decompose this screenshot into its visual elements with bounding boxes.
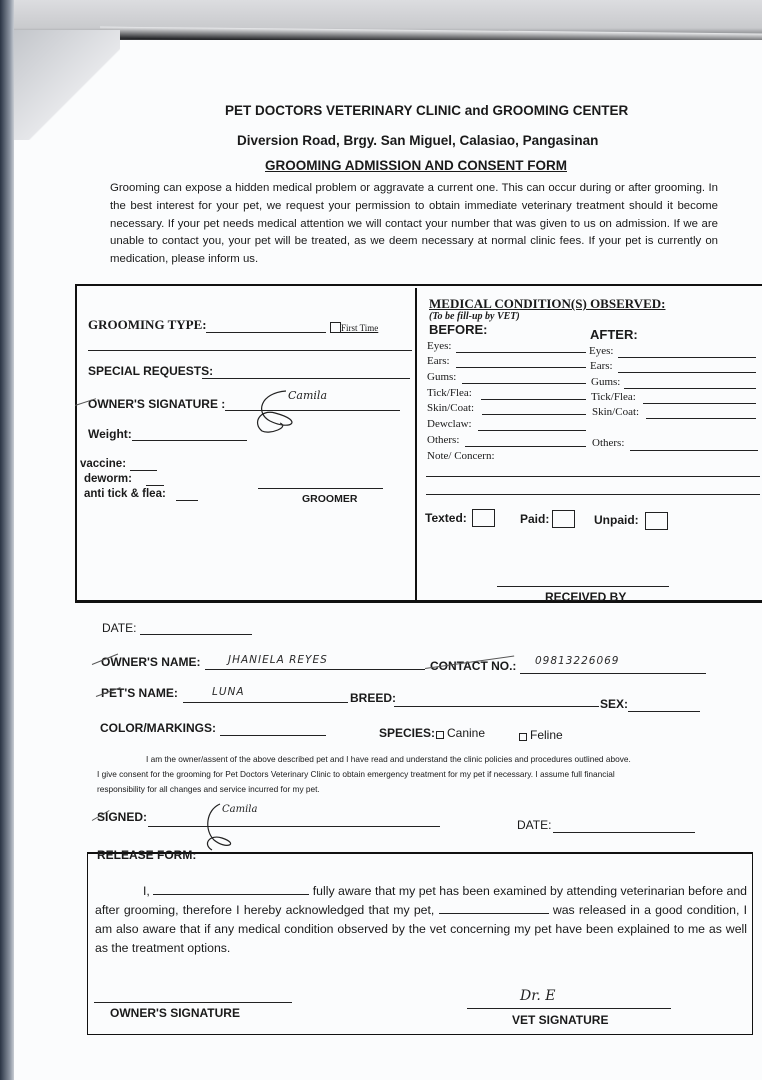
weight-field[interactable] xyxy=(132,440,247,441)
intro-paragraph: Grooming can expose a hidden medical problem or aggravate a current one. This can occur during or after grooming. In the best interest for your pet, we request your permission to obtain immediate veterinary treatment should it become necessary. If your pet needs medical attention we will contact your number that was given to us on admission. If we are unable to contact you, your pet will be treated, as we deem necessary at normal clinic fees. If your pet is currently on medication, please inform us. xyxy=(110,182,718,266)
pet-name-field[interactable] xyxy=(183,702,348,703)
paper-corner-fold xyxy=(0,30,120,140)
form-title: GROOMING ADMISSION AND CONSENT FORM xyxy=(265,158,567,173)
after-skincoat-field[interactable] xyxy=(646,418,756,419)
before-ears-field[interactable] xyxy=(456,367,586,368)
vaccine-label: vaccine: xyxy=(80,458,127,470)
received-by-line[interactable] xyxy=(497,586,669,587)
before-skincoat-field[interactable] xyxy=(482,414,586,415)
grooming-type-field[interactable] xyxy=(206,332,326,333)
anti-tick-flea-label: anti tick & flea: xyxy=(84,488,166,500)
release-owner-signature-label: OWNER'S SIGNATURE xyxy=(110,1006,240,1020)
vet-signature-value: Dr. E xyxy=(520,988,556,1004)
consent-line-2: I give consent for the grooming for Pet Doctors Veterinary Clinic to obtain emergency treatment for my pet if necessary. I assume full financial xyxy=(97,769,615,779)
after-ears-label: Ears: xyxy=(590,360,613,372)
sex-field[interactable] xyxy=(628,711,700,712)
contact-label: CONTACT NO.: xyxy=(430,659,517,673)
release-text-3: was released in a good condition, I am also aware that if any medical condition observed by the vet concerning my pet have been explained to me as well as the treatment options. xyxy=(95,903,748,955)
feline-checkbox[interactable] xyxy=(519,733,527,741)
canine-label: Canine xyxy=(447,726,486,740)
owner-name-value: JHANIELA REYES xyxy=(228,654,328,666)
consent-date-field[interactable] xyxy=(553,832,695,833)
breed-label: BREED: xyxy=(350,691,397,705)
release-owner-name-field[interactable] xyxy=(153,882,309,895)
owner-name-label: OWNER'S NAME: xyxy=(101,655,201,669)
release-text-i: I, xyxy=(143,884,150,898)
after-label: AFTER: xyxy=(590,327,638,342)
before-tickflea-field[interactable] xyxy=(481,399,586,400)
consent-line-1: I am the owner/assent of the above described pet and I have read and understand the clinic policies and procedures outlined above. xyxy=(146,754,631,764)
release-text-2: fully aware that my pet has been examined by attending veterinarian before and after grooming, therefore I hereby acknowledged that my pet, xyxy=(95,884,747,917)
deworm-label: deworm: xyxy=(84,473,132,485)
clinic-address: Diversion Road, Brgy. San Miguel, Calasiao, Pangasinan xyxy=(237,133,599,148)
before-dewclaw-field[interactable] xyxy=(478,430,586,431)
after-ears-field[interactable] xyxy=(618,372,756,373)
owner-signature-label: OWNER'S SIGNATURE : xyxy=(88,397,226,411)
release-owner-signature-line[interactable] xyxy=(94,1002,292,1003)
grooming-type-field-2[interactable] xyxy=(88,350,412,351)
owner-name-field[interactable] xyxy=(205,669,425,670)
owner-signature-text: Camila xyxy=(288,389,327,402)
before-tickflea-label: Tick/Flea: xyxy=(427,387,472,399)
vet-signature-label: VET SIGNATURE xyxy=(512,1013,609,1027)
after-tickflea-field[interactable] xyxy=(643,403,756,404)
before-label: BEFORE: xyxy=(429,322,488,337)
sex-label: SEX: xyxy=(600,697,629,711)
after-others-field[interactable] xyxy=(630,450,758,451)
signed-label: SIGNED: xyxy=(97,810,148,824)
date-label: DATE: xyxy=(102,621,137,635)
texted-checkbox[interactable] xyxy=(472,509,495,527)
release-form-title: RELEASE FORM: xyxy=(97,848,197,862)
contact-field[interactable] xyxy=(520,673,706,674)
before-others-field[interactable] xyxy=(465,446,586,447)
canine-checkbox[interactable] xyxy=(436,731,444,739)
weight-label: Weight: xyxy=(88,427,132,441)
after-gums-label: Gums: xyxy=(591,376,621,388)
special-requests-field[interactable] xyxy=(202,378,410,379)
scanner-edge xyxy=(0,0,14,1080)
groomer-signature-line[interactable] xyxy=(258,488,383,489)
pet-name-value: LUNA xyxy=(212,686,245,698)
consent-line-3: responsibility for all changes and service incurred for my pet. xyxy=(97,784,320,794)
before-gums-label: Gums: xyxy=(427,371,457,383)
first-time-label: First Time xyxy=(341,323,379,333)
species-label: SPECIES: xyxy=(379,726,436,740)
release-pet-name-field[interactable] xyxy=(439,901,549,914)
unpaid-checkbox[interactable] xyxy=(645,512,668,530)
medical-subtitle: (To be fill-up by VET) xyxy=(429,311,520,322)
medical-title: MEDICAL CONDITION(S) OBSERVED: xyxy=(429,296,666,311)
date-field[interactable] xyxy=(140,634,252,635)
pet-name-label: PET'S NAME: xyxy=(101,686,178,700)
clinic-name: PET DOCTORS VETERINARY CLINIC and GROOMING CENTER xyxy=(225,103,629,118)
after-gums-field[interactable] xyxy=(624,388,756,389)
paid-checkbox[interactable] xyxy=(552,510,575,528)
consent-date-label: DATE: xyxy=(517,818,552,832)
vet-signature-line[interactable] xyxy=(467,1008,671,1009)
release-paragraph xyxy=(95,882,747,958)
before-ears-label: Ears: xyxy=(427,355,450,367)
after-eyes-label: Eyes: xyxy=(589,345,614,357)
before-others-label: Others: xyxy=(427,434,460,446)
paid-label: Paid: xyxy=(520,512,550,526)
texted-label: Texted: xyxy=(425,511,467,525)
first-time-checkbox[interactable] xyxy=(330,322,341,333)
anti-tick-flea-field[interactable] xyxy=(176,500,198,501)
grooming-type-label: GROOMING TYPE: xyxy=(88,317,207,332)
after-others-label: Others: xyxy=(592,437,625,449)
owner-signature-scribble xyxy=(250,383,350,438)
before-eyes-label: Eyes: xyxy=(427,340,452,352)
after-eyes-field[interactable] xyxy=(618,357,756,358)
vaccine-field[interactable] xyxy=(130,470,157,471)
color-markings-field[interactable] xyxy=(220,735,326,736)
note-concern-field-2[interactable] xyxy=(426,494,760,495)
box-divider xyxy=(415,288,417,600)
note-concern-label: Note/ Concern: xyxy=(427,450,495,462)
before-dewclaw-label: Dewclaw: xyxy=(427,418,472,430)
breed-field[interactable] xyxy=(394,706,599,707)
after-tickflea-label: Tick/Flea: xyxy=(591,391,636,403)
before-eyes-field[interactable] xyxy=(456,352,586,353)
note-concern-field-1[interactable] xyxy=(426,476,760,477)
signed-signature-text: Camila xyxy=(222,804,258,815)
color-markings-label: COLOR/MARKINGS: xyxy=(100,721,216,735)
unpaid-label: Unpaid: xyxy=(594,513,639,527)
deworm-field[interactable] xyxy=(146,485,164,486)
feline-label: Feline xyxy=(530,728,563,742)
groomer-label: GROOMER xyxy=(302,493,358,505)
special-requests-label: SPECIAL REQUESTS: xyxy=(88,364,214,378)
received-by-label: RECEIVED BY xyxy=(545,590,627,604)
signed-signature-scribble xyxy=(200,800,300,855)
before-skincoat-label: Skin/Coat: xyxy=(427,402,475,414)
contact-value: 09813226069 xyxy=(535,655,620,667)
after-skincoat-label: Skin/Coat: xyxy=(592,406,640,418)
before-gums-field[interactable] xyxy=(462,383,586,384)
